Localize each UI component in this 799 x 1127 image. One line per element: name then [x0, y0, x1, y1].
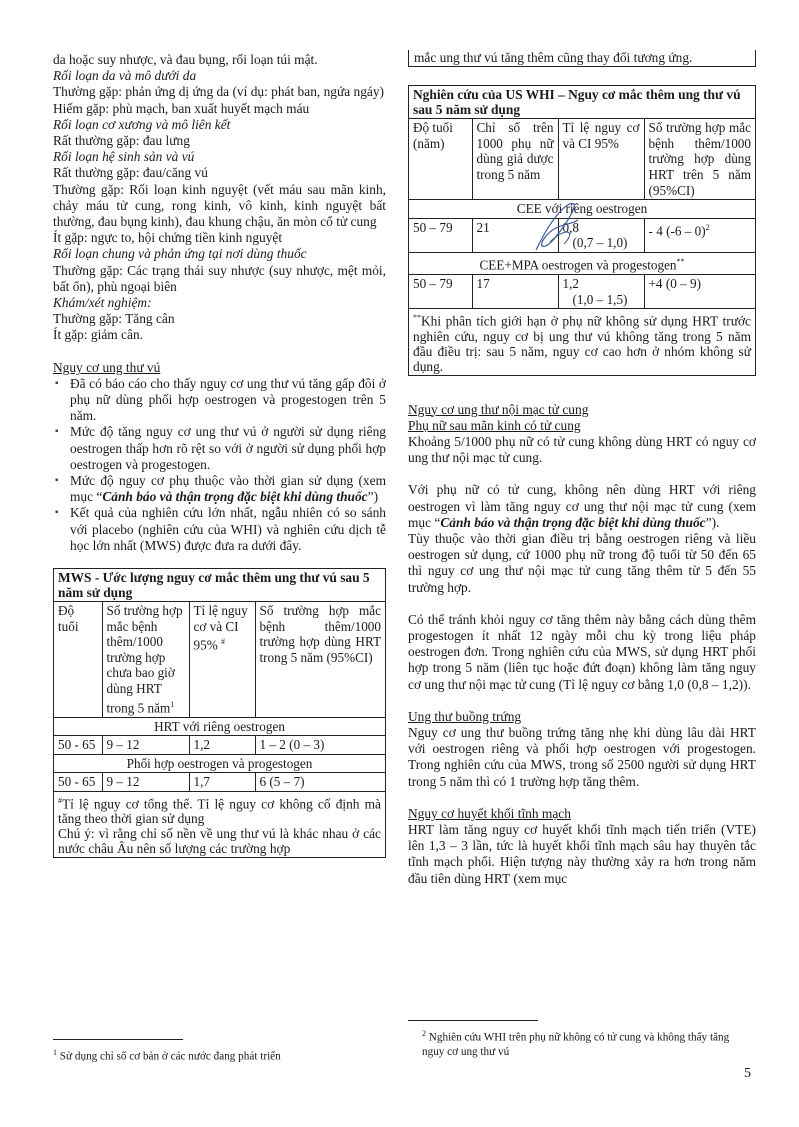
general-common: Thường gặp: Các trạng thái suy nhược (suy nhược, mệt mỏi, bất ổn), phù ngoại biên	[53, 262, 386, 294]
table-cell: 0,8 (0,7 – 1,0)	[558, 218, 644, 252]
table-row	[54, 736, 385, 755]
vte-paragraph: HRT làm tăng nguy cơ huyết khối tĩnh mạch tiến triển (VTE) lên 1,3 – 3 lần, tức là huyết khối tĩnh mạch sâu hay thuyên tắc tĩnh mạch phổi. Hiện tượng này thường xảy ra hơn trong năm đầu tiên dùng HRT (xem mục	[408, 822, 756, 886]
mws-table-title: MWS - Ước lượng nguy cơ mắc thêm ung thư vú sau 5 năm sử dụng	[54, 569, 385, 602]
table-cell: 6 (5 – 7)	[255, 773, 385, 791]
table-cell: 1,7	[189, 773, 255, 791]
list-item	[53, 473, 386, 505]
skin-common: Thường gặp: phản ứng dị ứng da (ví dụ: phát ban, ngứa ngáy)	[53, 84, 385, 100]
mws-table-note: #Tỉ lệ nguy cơ tổng thể. Tỉ lệ nguy cơ không cố định mà tăng theo thời gian sử dụng Chú ý: vì rằng chỉ số nền về ung thư vú là khác nhau ở các nước châu Âu nên số lượng các trường hợp	[54, 791, 385, 857]
whi-table-title: Nghiên cứu của US WHI – Nguy cơ mắc thêm ung thư vú sau 5 năm sử dụng	[409, 86, 755, 119]
endometrial-subheading: Phụ nữ sau mãn kinh có tử cung	[408, 417, 581, 433]
list-item: ▪ Đã có báo cáo cho thấy nguy cơ ung thư vú tăng gấp đôi ở phụ nữ dùng phối hợp oestrogen và progestogen trên 5 năm.	[53, 376, 386, 425]
table-header-cell: Tỉ lệ nguy cơ và CI 95% #	[189, 602, 255, 717]
table-group-label: CEE+MPA oestrogen và progestogen**	[409, 252, 755, 274]
general-heading: Rối loạn chung và phản ứng tại nơi dùng thuốc	[53, 246, 307, 262]
table-header-row	[54, 602, 385, 717]
ovarian-paragraph: Nguy cơ ung thư buồng trứng tăng nhẹ khi dùng lâu dài HRT với oestrogen riêng và phối hợp oestrogen với progestogen. Trong nghiên cứu của MWS, trong số 2500 người sử dụng HRT trong 5 năm thì có 1 trường hợp tăng thêm.	[408, 725, 756, 789]
table-header-cell: Số trường hợp mắc bệnh thêm/1000 trường hợp chưa bao giờ dùng HRT trong 5 năm$^1$	[102, 602, 189, 717]
ovarian-heading: Ung thư buồng trứng	[408, 708, 522, 724]
page-number: 5	[744, 1066, 751, 1081]
endometrial-p4: Có thể tránh khỏi nguy cơ tăng thêm này bằng cách dùng thêm progestogen ít nhất 12 ngày mỗi chu kỳ trong liệu pháp oestrogen đơn. Trong nghiên cứu của MWS, sử dụng HRT phối hợp trong 5 năm (liên tục hoặc đứt đoạn) không làm tăng nguy cơ ung thư nội mạc tử cung (Tỉ lệ nguy cơ bằng 1,0 (0,8 – 1,2)).	[408, 611, 756, 692]
table-group-label: HRT với riêng oestrogen	[54, 717, 385, 736]
table-cell: 21	[472, 218, 558, 252]
table-row	[409, 274, 755, 308]
repro-common: Thường gặp: Rối loạn kinh nguyệt (vết máu sau mãn kinh, chảy máu tử cung, rong kinh, vô kinh, kinh nguyệt bất thường, đau bụng kinh), đau khung chậu, ăn mòn cổ tử cung	[53, 181, 386, 230]
bullet-text: ”)	[367, 489, 379, 505]
whi-table-note: **Khi phân tích giới hạn ở phụ nữ không sử dụng HRT trước nghiên cứu, nguy cơ bị ung thư vú không tăng trong 5 năm đầu điều trị: sau 5 năm, nguy cơ cao hơn ở nhóm không sử dụng.	[409, 308, 755, 374]
musculo-heading: Rối loạn cơ xương và mô liên kết	[53, 116, 231, 132]
table-header-row	[409, 119, 755, 199]
footnote-1: $^1$ Sử dụng chỉ số cơ bản ở các nước đang phát triển	[53, 1048, 281, 1063]
left-column	[53, 52, 386, 858]
table-header-cell: Độ tuổi (năm)	[409, 119, 472, 199]
repro-heading: Rối loạn hệ sinh sản và vú	[53, 149, 195, 165]
breast-cancer-heading: Nguy cơ ung thư vú	[53, 359, 161, 375]
skin-rare: Hiếm gặp: phù mạch, ban xuất huyết mạch máu	[53, 100, 310, 116]
bullet-text: Mức độ nguy cơ phụ thuộc vào thời gian sử dụng (xem mục “	[70, 473, 386, 505]
table-header-cell: Số trường hợp mắc bệnh thêm/1000 trường hợp dùng HRT trong 5 năm (95%CI)	[255, 602, 385, 717]
table-header-cell: Độ tuổi	[54, 602, 102, 717]
footnote-divider	[53, 1039, 183, 1040]
endometrial-p1: Khoảng 5/1000 phụ nữ có tử cung không dùng HRT có nguy cơ ung thư nội mạc tử cung.	[408, 434, 756, 466]
table-cell: 50 – 79	[409, 218, 472, 252]
table-row	[54, 773, 385, 791]
table-cell: 50 - 65	[54, 736, 102, 755]
list-item: ▪ Kết quả của nghiên cứu lớn nhất, ngẫu nhiên có so sánh với placebo (nghiên cứu của WHI) và nghiên cứu dịch tễ học lớn nhất (MWS) được đưa ra dưới đây.	[53, 505, 386, 554]
table-cell: 9 – 12	[102, 736, 189, 755]
table-cell: +4 (0 – 9)	[644, 274, 755, 308]
musculo-very-common: Rất thường gặp: đau lưng	[53, 133, 190, 149]
exam-common: Thường gặp: Tăng cân	[53, 311, 175, 327]
table-header-cell: Số trường hợp mắc bệnh thêm/1000 trường hợp dùng HRT trên 5 năm (95%CI)	[644, 119, 755, 199]
table-cell: 9 – 12	[102, 773, 189, 791]
vte-heading: Nguy cơ huyết khối tĩnh mạch	[408, 805, 571, 821]
table-cell: 1,2 (1,0 – 1,5)	[558, 274, 644, 308]
table-cell: 50 – 79	[409, 274, 472, 308]
repro-uncommon: Ít gặp: ngực to, hội chứng tiền kinh nguyệt	[53, 230, 283, 246]
skin-heading: Rối loạn da và mô dưới da	[53, 68, 197, 84]
table-cell: - 4 (-6 – 0)$^2$	[644, 218, 755, 252]
section-reference: Cảnh báo và thận trọng đặc biệt khi dùng thuốc	[102, 489, 368, 505]
table-cell: 50 - 65	[54, 773, 102, 791]
handwritten-signature	[528, 198, 588, 256]
endometrial-p2: Với phụ nữ có tử cung, không nên dùng HRT với riêng oestrogen vì làm tăng nguy cơ ung thư nội mạc tử cung (xem mục “Cảnh báo và thận trọng đặc biệt khi dùng thuốc”).	[408, 482, 756, 530]
exam-heading: Khám/xét nghiệm:	[53, 295, 152, 311]
right-column	[408, 50, 756, 887]
table-header-cell: Chỉ số trên 1000 phụ nữ dùng giả dược trong 5 năm	[472, 119, 558, 199]
list-item: ▪ Mức độ tăng nguy cơ ung thư vú ở người sử dụng riêng oestrogen thấp hơn rõ rệt so với ở người sử dụng phối hợp oestrogen và progestogen.	[53, 424, 386, 473]
table-group-row	[54, 754, 385, 773]
table-header-cell: Tỉ lệ nguy cơ và CI 95%	[558, 119, 644, 199]
table-group-label: Phối hợp oestrogen và progestogen	[54, 754, 385, 773]
table-group-label: CEE với riêng oestrogen	[409, 200, 755, 219]
endometrial-p3: Tùy thuộc vào thời gian điều trị bằng oestrogen riêng và liều oestrogen sử dụng, cứ 1000 phụ nữ trong độ tuổi từ 50 đến 65 thì nguy cơ ung thư nội mạc tử cung tăng thêm từ 5 đến 55 trường hợp.	[408, 531, 756, 595]
exam-uncommon: Ít gặp: giảm cân.	[53, 327, 143, 343]
breast-cancer-list	[53, 376, 386, 554]
table-cell: 1 – 2 (0 – 3)	[255, 736, 385, 755]
mws-table	[53, 568, 386, 858]
intro-line: da hoặc suy nhược, và đau bụng, rối loạn túi mật.	[53, 52, 318, 67]
footnote-2: $^2$ Nghiên cứu WHI trên phụ nữ không có tử cung và không thấy tăng nguy cơ ung thư vú	[422, 1029, 730, 1058]
continued-text-box: mắc ung thư vú tăng thêm cũng thay đổi tương ứng.	[408, 50, 756, 67]
table-cell: 1,2	[189, 736, 255, 755]
table-group-row	[54, 717, 385, 736]
table-cell: 17	[472, 274, 558, 308]
footnote-divider	[408, 1020, 538, 1021]
section-reference: Cảnh báo và thận trọng đặc biệt khi dùng thuốc	[440, 514, 706, 530]
repro-very-common: Rất thường gặp: đau/căng vú	[53, 165, 208, 181]
endometrial-heading: Nguy cơ ung thư nội mạc tử cung	[408, 401, 589, 417]
